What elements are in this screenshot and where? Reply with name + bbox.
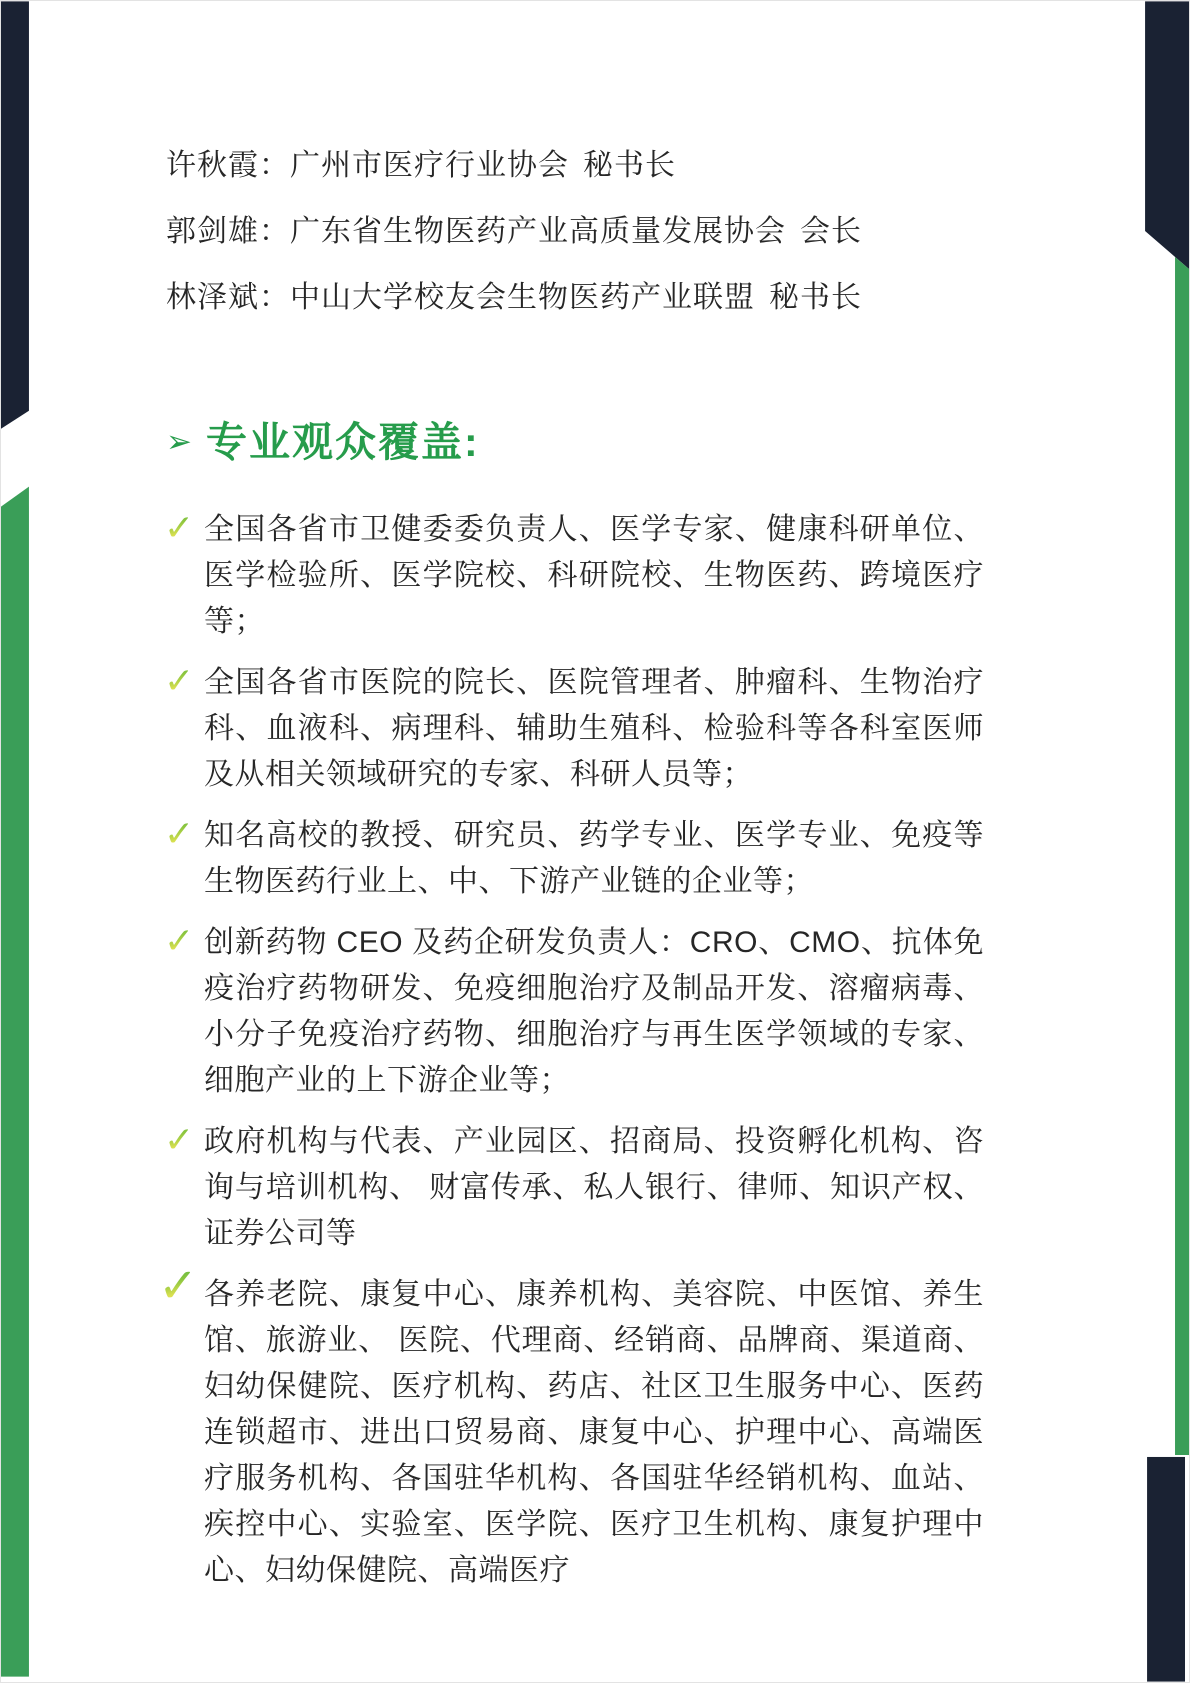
check-icon: ✓ (164, 658, 195, 704)
contact-role: 秘书长 (769, 281, 862, 314)
contact-list (166, 151, 984, 313)
contact-org: 广州市医疗行业协会 (290, 149, 569, 182)
check-icon: ✓ (164, 918, 195, 964)
contact-name: 许秋霞： (166, 149, 290, 182)
list-item-text: 知名高校的教授、研究员、药学专业、医学专业、免疫等生物医药行业上、中、下游产业链的企业等； (204, 819, 984, 898)
check-icon: ✓ (164, 505, 195, 551)
contact-name: 郭剑雄： (166, 215, 290, 248)
contact-role: 秘书长 (583, 149, 676, 182)
list-item (164, 507, 984, 645)
list-item (164, 920, 984, 1104)
contact-line (166, 151, 984, 181)
list-item-text: 创新药物 CEO 及药企研发负责人：CRO、CMO、抗体免疫治疗药物研发、免疫细胞治疗及制品开发、溶瘤病毒、小分子免疫治疗药物、细胞治疗与再生医学领域的专家、细胞产业的上下游企业等； (204, 926, 984, 1097)
list-item (164, 660, 984, 798)
check-icon: ✓ (164, 1117, 195, 1163)
contact-org: 广东省生物医药产业高质量发展协会 (290, 215, 786, 248)
check-icon: ✓ (164, 811, 195, 857)
contact-role: 会长 (800, 215, 862, 248)
arrow-bullet-icon: ➢ (166, 424, 192, 459)
list-item-text: 政府机构与代表、产业园区、招商局、投资孵化机构、咨询与培训机构、 财富传承、私人银行、律师、知识产权、证券公司等 (204, 1125, 984, 1250)
contact-name: 林泽斌： (166, 281, 290, 314)
section-heading (166, 421, 984, 463)
list-item (164, 1119, 984, 1257)
contact-org: 中山大学校友会生物医药产业联盟 (290, 281, 755, 314)
audience-list (158, 507, 984, 1594)
list-item-text: 各养老院、康复中心、康养机构、美容院、中医馆、养生馆、旅游业、 医院、代理商、经销商、品牌商、渠道商、妇幼保健院、医疗机构、药店、社区卫生服务中心、医药连锁超市、进出口贸易商、康复中心、护理中心、高端医疗服务机构、各国驻华机构、各国驻华经销机构、血站、疾控中心、实验室、医学院、医疗卫生机构、康复护理中心、妇幼保健院、高端医疗 (204, 1278, 984, 1587)
list-item-text: 全国各省市卫健委委负责人、医学专家、健康科研单位、医学检验所、医学院校、科研院校、生物医药、跨境医疗等； (204, 513, 984, 638)
page-content (1, 1, 1189, 1609)
list-item (164, 813, 984, 905)
list-item-text: 全国各省市医院的院长、医院管理者、肿瘤科、生物治疗科、血液科、病理科、辅助生殖科、检验科等各科室医师及从相关领域研究的专家、科研人员等； (204, 666, 984, 791)
contact-line (166, 217, 984, 247)
list-item (158, 1260, 984, 1594)
check-icon: ✓ (158, 1260, 199, 1313)
section-title: 专业观众覆盖: (205, 419, 480, 465)
contact-line (166, 283, 984, 313)
